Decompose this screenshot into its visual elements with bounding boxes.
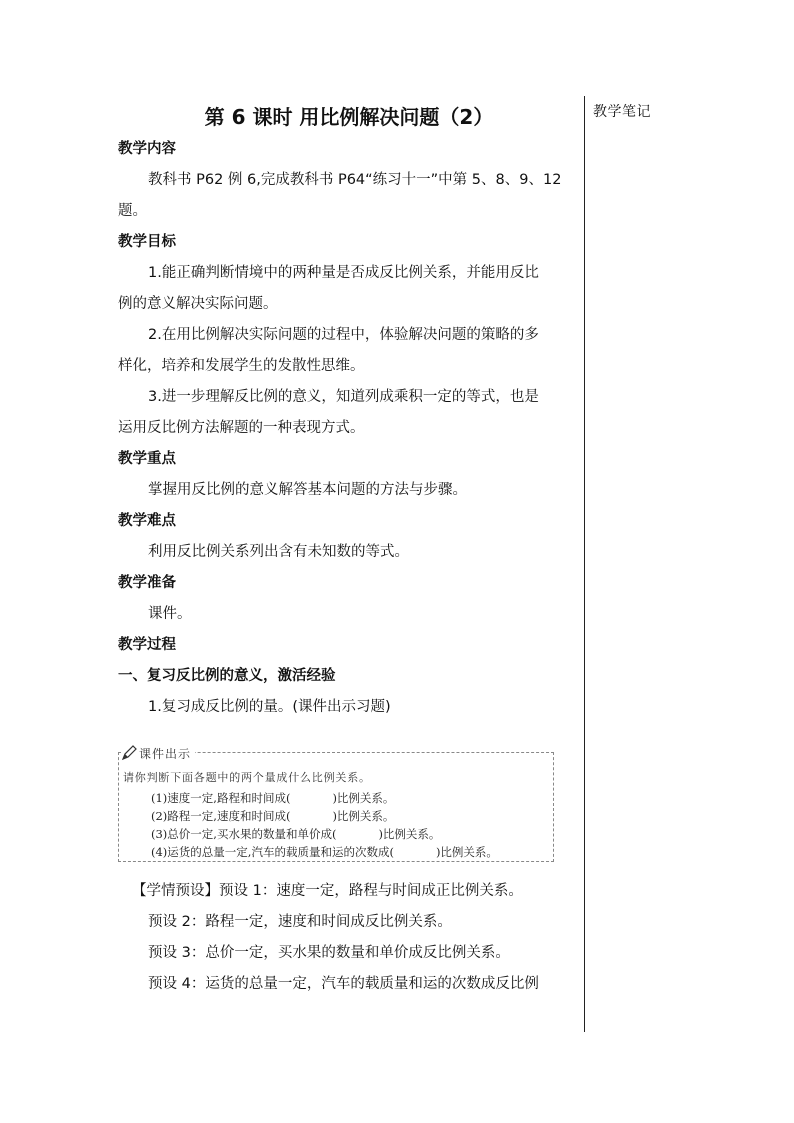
- content-line-1: 教科书 P62 例 6,完成教科书 P64“练习十一”中第 5、8、9、12: [148, 172, 562, 188]
- courseware-item-2: (2)路程一定,速度和时间成( )比例关系。: [151, 809, 395, 823]
- goal-2: [118, 320, 580, 382]
- goal-1: [118, 258, 580, 320]
- courseware-item-4: (4)运货的总量一定,汽车的载质量和运的次数成( )比例关系。: [151, 845, 498, 859]
- process-step-1: 1.复习成反比例的量。(课件出示习题): [148, 699, 391, 715]
- difficulty-text: 利用反比例关系列出含有未知数的等式。: [148, 544, 409, 560]
- key-point-text: 掌握用反比例的意义解答基本问题的方法与步骤。: [148, 482, 467, 498]
- notes-column-divider: [584, 96, 585, 1032]
- content-line-2: 题。: [118, 203, 147, 219]
- lesson-main-column: [118, 100, 580, 723]
- lesson-title: 第 6 课时 用比例解决问题（2）: [204, 105, 494, 129]
- presets-block: [118, 876, 584, 1000]
- preset-2: 预设 2：路程一定，速度和时间成反比例关系。: [148, 914, 452, 930]
- content-text: [118, 165, 580, 196]
- teaching-notes-label: 教学笔记: [593, 104, 651, 120]
- preset-4: 预设 4：运货的总量一定，汽车的载质量和运的次数成反比例: [148, 976, 539, 992]
- courseware-tag: [121, 743, 195, 763]
- pencil-icon: [121, 745, 137, 761]
- goal-2-line-2: 样化，培养和发展学生的发散性思维。: [118, 358, 365, 374]
- courseware-item-1: (1)速度一定,路程和时间成( )比例关系。: [151, 791, 395, 805]
- courseware-box: [118, 746, 554, 862]
- preset-3: 预设 3：总价一定，买水果的数量和单价成反比例关系。: [148, 945, 510, 961]
- goal-3-line-1: 3.进一步理解反比例的意义，知道列成乘积一定的等式，也是: [148, 389, 539, 405]
- key-point-heading: 教学重点: [118, 451, 176, 467]
- goal-1-line-1: 1.能正确判断情境中的两种量是否成反比例关系，并能用反比: [148, 265, 539, 281]
- courseware-tag-label: 课件出示: [139, 746, 192, 761]
- courseware-item-3: (3)总价一定,买水果的数量和单价成( )比例关系。: [151, 827, 441, 841]
- goal-3-line-2: 运用反比例方法解题的一种表现方式。: [118, 420, 365, 436]
- process-heading: 教学过程: [118, 637, 176, 653]
- goal-2-line-1: 2.在用比例解决实际问题的过程中，体验解决问题的策略的多: [148, 327, 539, 343]
- preparation-heading: 教学准备: [118, 575, 176, 591]
- process-section-1: 一、复习反比例的意义，激活经验: [118, 668, 336, 684]
- goal-1-line-2: 例的意义解决实际问题。: [118, 296, 278, 312]
- preparation-text: 课件。: [148, 606, 192, 622]
- goal-3: [118, 382, 580, 444]
- difficulty-heading: 教学难点: [118, 513, 176, 529]
- content-heading: 教学内容: [118, 141, 176, 157]
- preset-1: 【学情预设】预设 1：速度一定，路程与时间成正比例关系。: [132, 883, 523, 899]
- goals-heading: 教学目标: [118, 234, 176, 250]
- courseware-lead: 请你判断下面各题中的两个量成什么比例关系。: [123, 771, 371, 784]
